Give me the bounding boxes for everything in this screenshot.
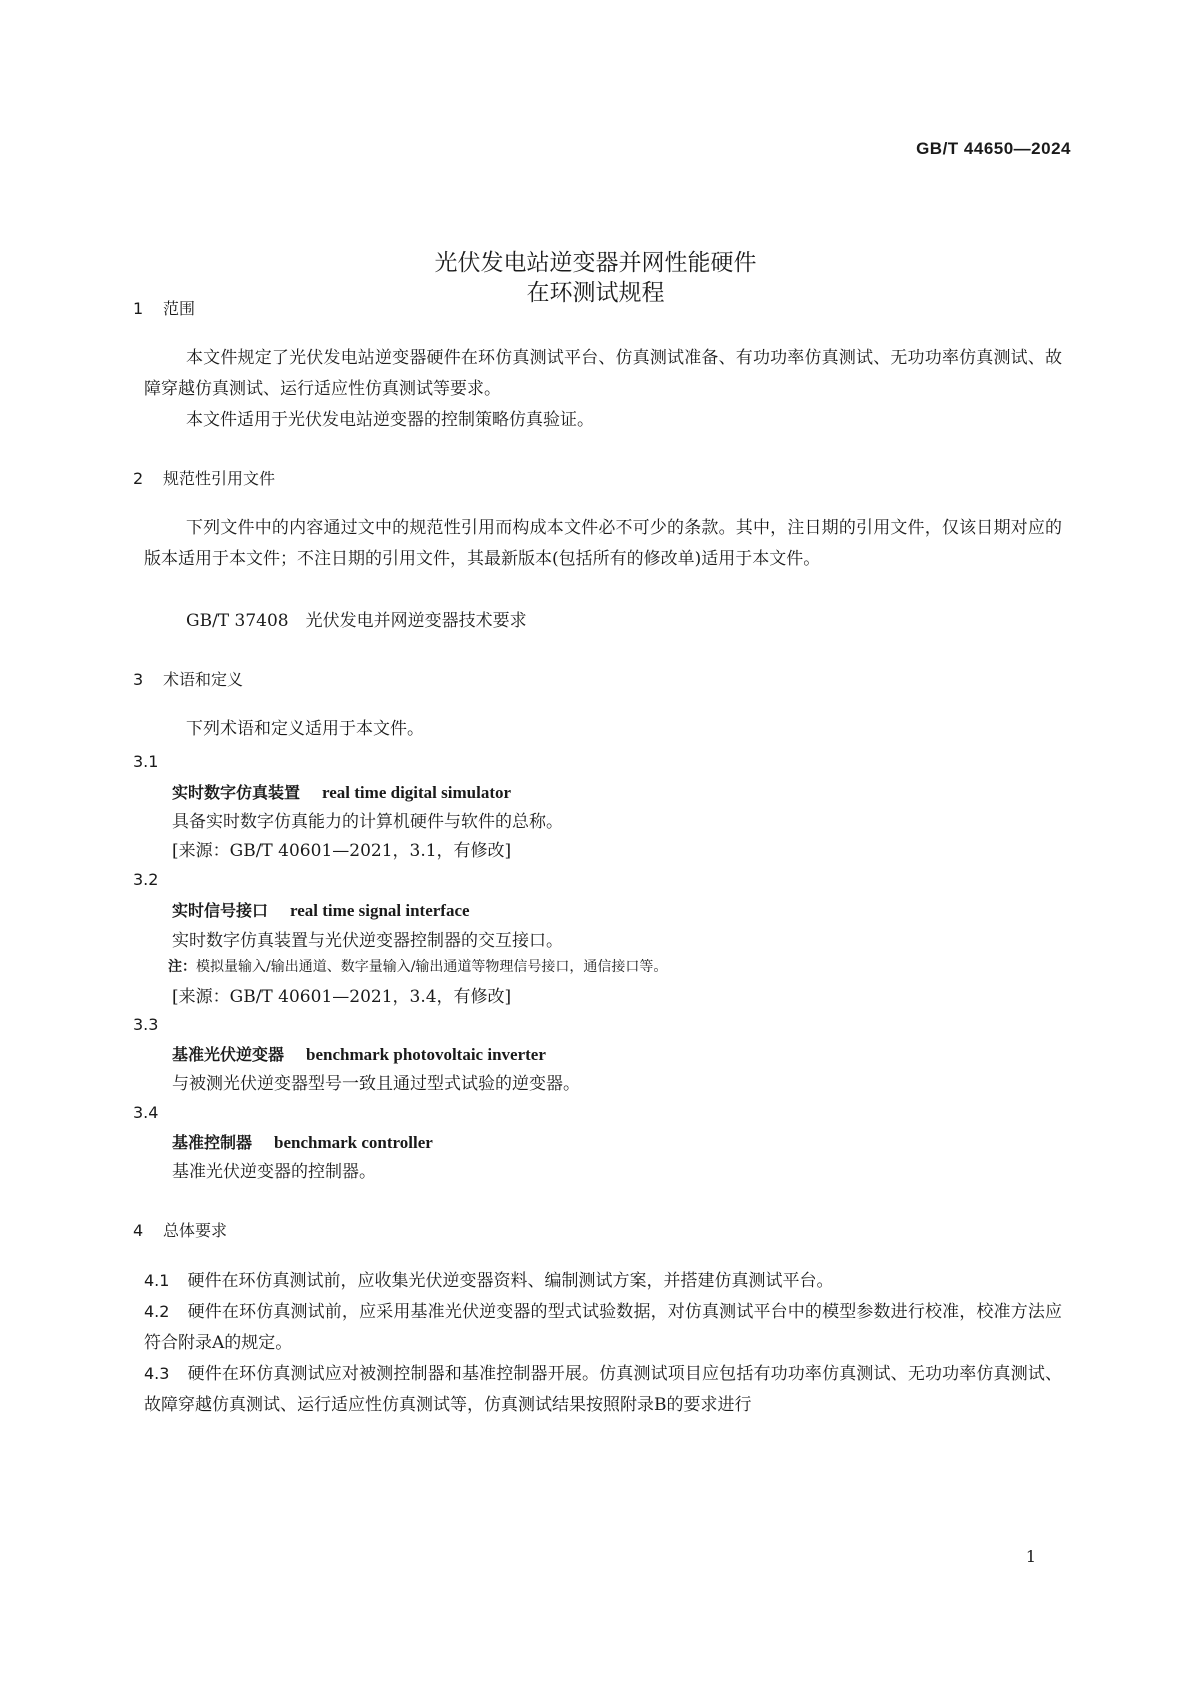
section-title: 术语和定义 [163, 670, 244, 689]
requirement-number: 4.1 [144, 1271, 170, 1290]
term-number: 3.2 [133, 870, 159, 889]
term-number: 3.1 [133, 752, 159, 771]
section-2-paragraph-1: 下列文件中的内容通过文中的规范性引用而构成本文件必不可少的条款。其中，注日期的引用文件，仅该日期对应的版本适用于本文件；不注日期的引用文件，其最新版本(包括所有的修改单)适用于本文件。 [144, 518, 1062, 569]
term-heading [172, 1130, 433, 1153]
term-number: 3.4 [133, 1103, 159, 1122]
requirement-text: 硬件在环仿真测试应对被测控制器和基准控制器开展。仿真测试项目应包括有功功率仿真测试、无功功率仿真测试、故障穿越仿真测试、运行适应性仿真测试等，仿真测试结果按照附录B的要求进行 [144, 1364, 1062, 1415]
term-zh: 基准控制器 [172, 1133, 253, 1152]
section-1-paragraph-2: 本文件适用于光伏发电站逆变器的控制策略仿真验证。 [186, 410, 594, 430]
term-source: [来源：GB/T 40601—2021，3.1，有修改] [172, 841, 512, 861]
section-number: 2 [133, 469, 144, 488]
page-number: 1 [1025, 1547, 1036, 1566]
term-heading [172, 898, 470, 921]
section-number: 4 [133, 1221, 144, 1240]
section-title: 总体要求 [163, 1221, 228, 1240]
term-zh: 基准光伏逆变器 [172, 1045, 285, 1064]
term-en: real time digital simulator [322, 783, 512, 802]
section-number: 3 [133, 670, 144, 689]
term-zh: 实时数字仿真装置 [172, 783, 301, 802]
term-zh: 实时信号接口 [172, 901, 269, 920]
section-1-heading [133, 296, 195, 319]
section-title: 范围 [163, 299, 196, 318]
term-definition: 基准光伏逆变器的控制器。 [172, 1162, 376, 1182]
term-heading [172, 780, 511, 803]
note-label: 注： [168, 959, 196, 975]
requirement-number: 4.3 [144, 1364, 170, 1383]
requirement-text: 硬件在环仿真测试前，应采用基准光伏逆变器的型式试验数据，对仿真测试平台中的模型参数进行校准，校准方法应符合附录A的规定。 [144, 1302, 1062, 1353]
document-title-line-2: 在环测试规程 [526, 280, 665, 306]
section-3-heading [133, 667, 243, 690]
section-3-intro: 下列术语和定义适用于本文件。 [186, 719, 424, 739]
term-definition: 与被测光伏逆变器型号一致且通过型式试验的逆变器。 [172, 1074, 580, 1094]
term-note [168, 956, 667, 976]
requirement-number: 4.2 [144, 1302, 170, 1321]
normative-reference: GB/T 37408 光伏发电并网逆变器技术要求 [186, 611, 527, 631]
term-source: [来源：GB/T 40601—2021，3.4，有修改] [172, 987, 512, 1007]
term-number: 3.3 [133, 1015, 159, 1034]
section-1-paragraph-1: 本文件规定了光伏发电站逆变器硬件在环仿真测试平台、仿真测试准备、有功功率仿真测试、无功功率仿真测试、故障穿越仿真测试、运行适应性仿真测试等要求。 [144, 348, 1062, 399]
term-en: benchmark controller [274, 1133, 433, 1152]
requirement-text: 硬件在环仿真测试前，应收集光伏逆变器资料、编制测试方案，并搭建仿真测试平台。 [187, 1271, 834, 1291]
term-en: benchmark photovoltaic inverter [306, 1045, 546, 1064]
document-code: GB/T 44650—2024 [916, 139, 1071, 158]
term-definition: 实时数字仿真装置与光伏逆变器控制器的交互接口。 [172, 931, 563, 951]
document-title-line-1: 光伏发电站逆变器并网性能硬件 [434, 250, 757, 276]
section-title: 规范性引用文件 [163, 469, 276, 488]
section-2-heading [133, 466, 275, 489]
requirement-item [144, 1358, 1062, 1421]
requirement-item [144, 1296, 1062, 1359]
section-4-heading [133, 1218, 227, 1241]
note-text: 模拟量输入/输出通道、数字量输入/输出通道等物理信号接口，通信接口等。 [196, 959, 668, 975]
term-heading [172, 1042, 546, 1065]
requirement-item [144, 1265, 1062, 1297]
section-number: 1 [133, 299, 144, 318]
term-en: real time signal interface [290, 901, 470, 920]
term-definition: 具备实时数字仿真能力的计算机硬件与软件的总称。 [172, 812, 563, 832]
